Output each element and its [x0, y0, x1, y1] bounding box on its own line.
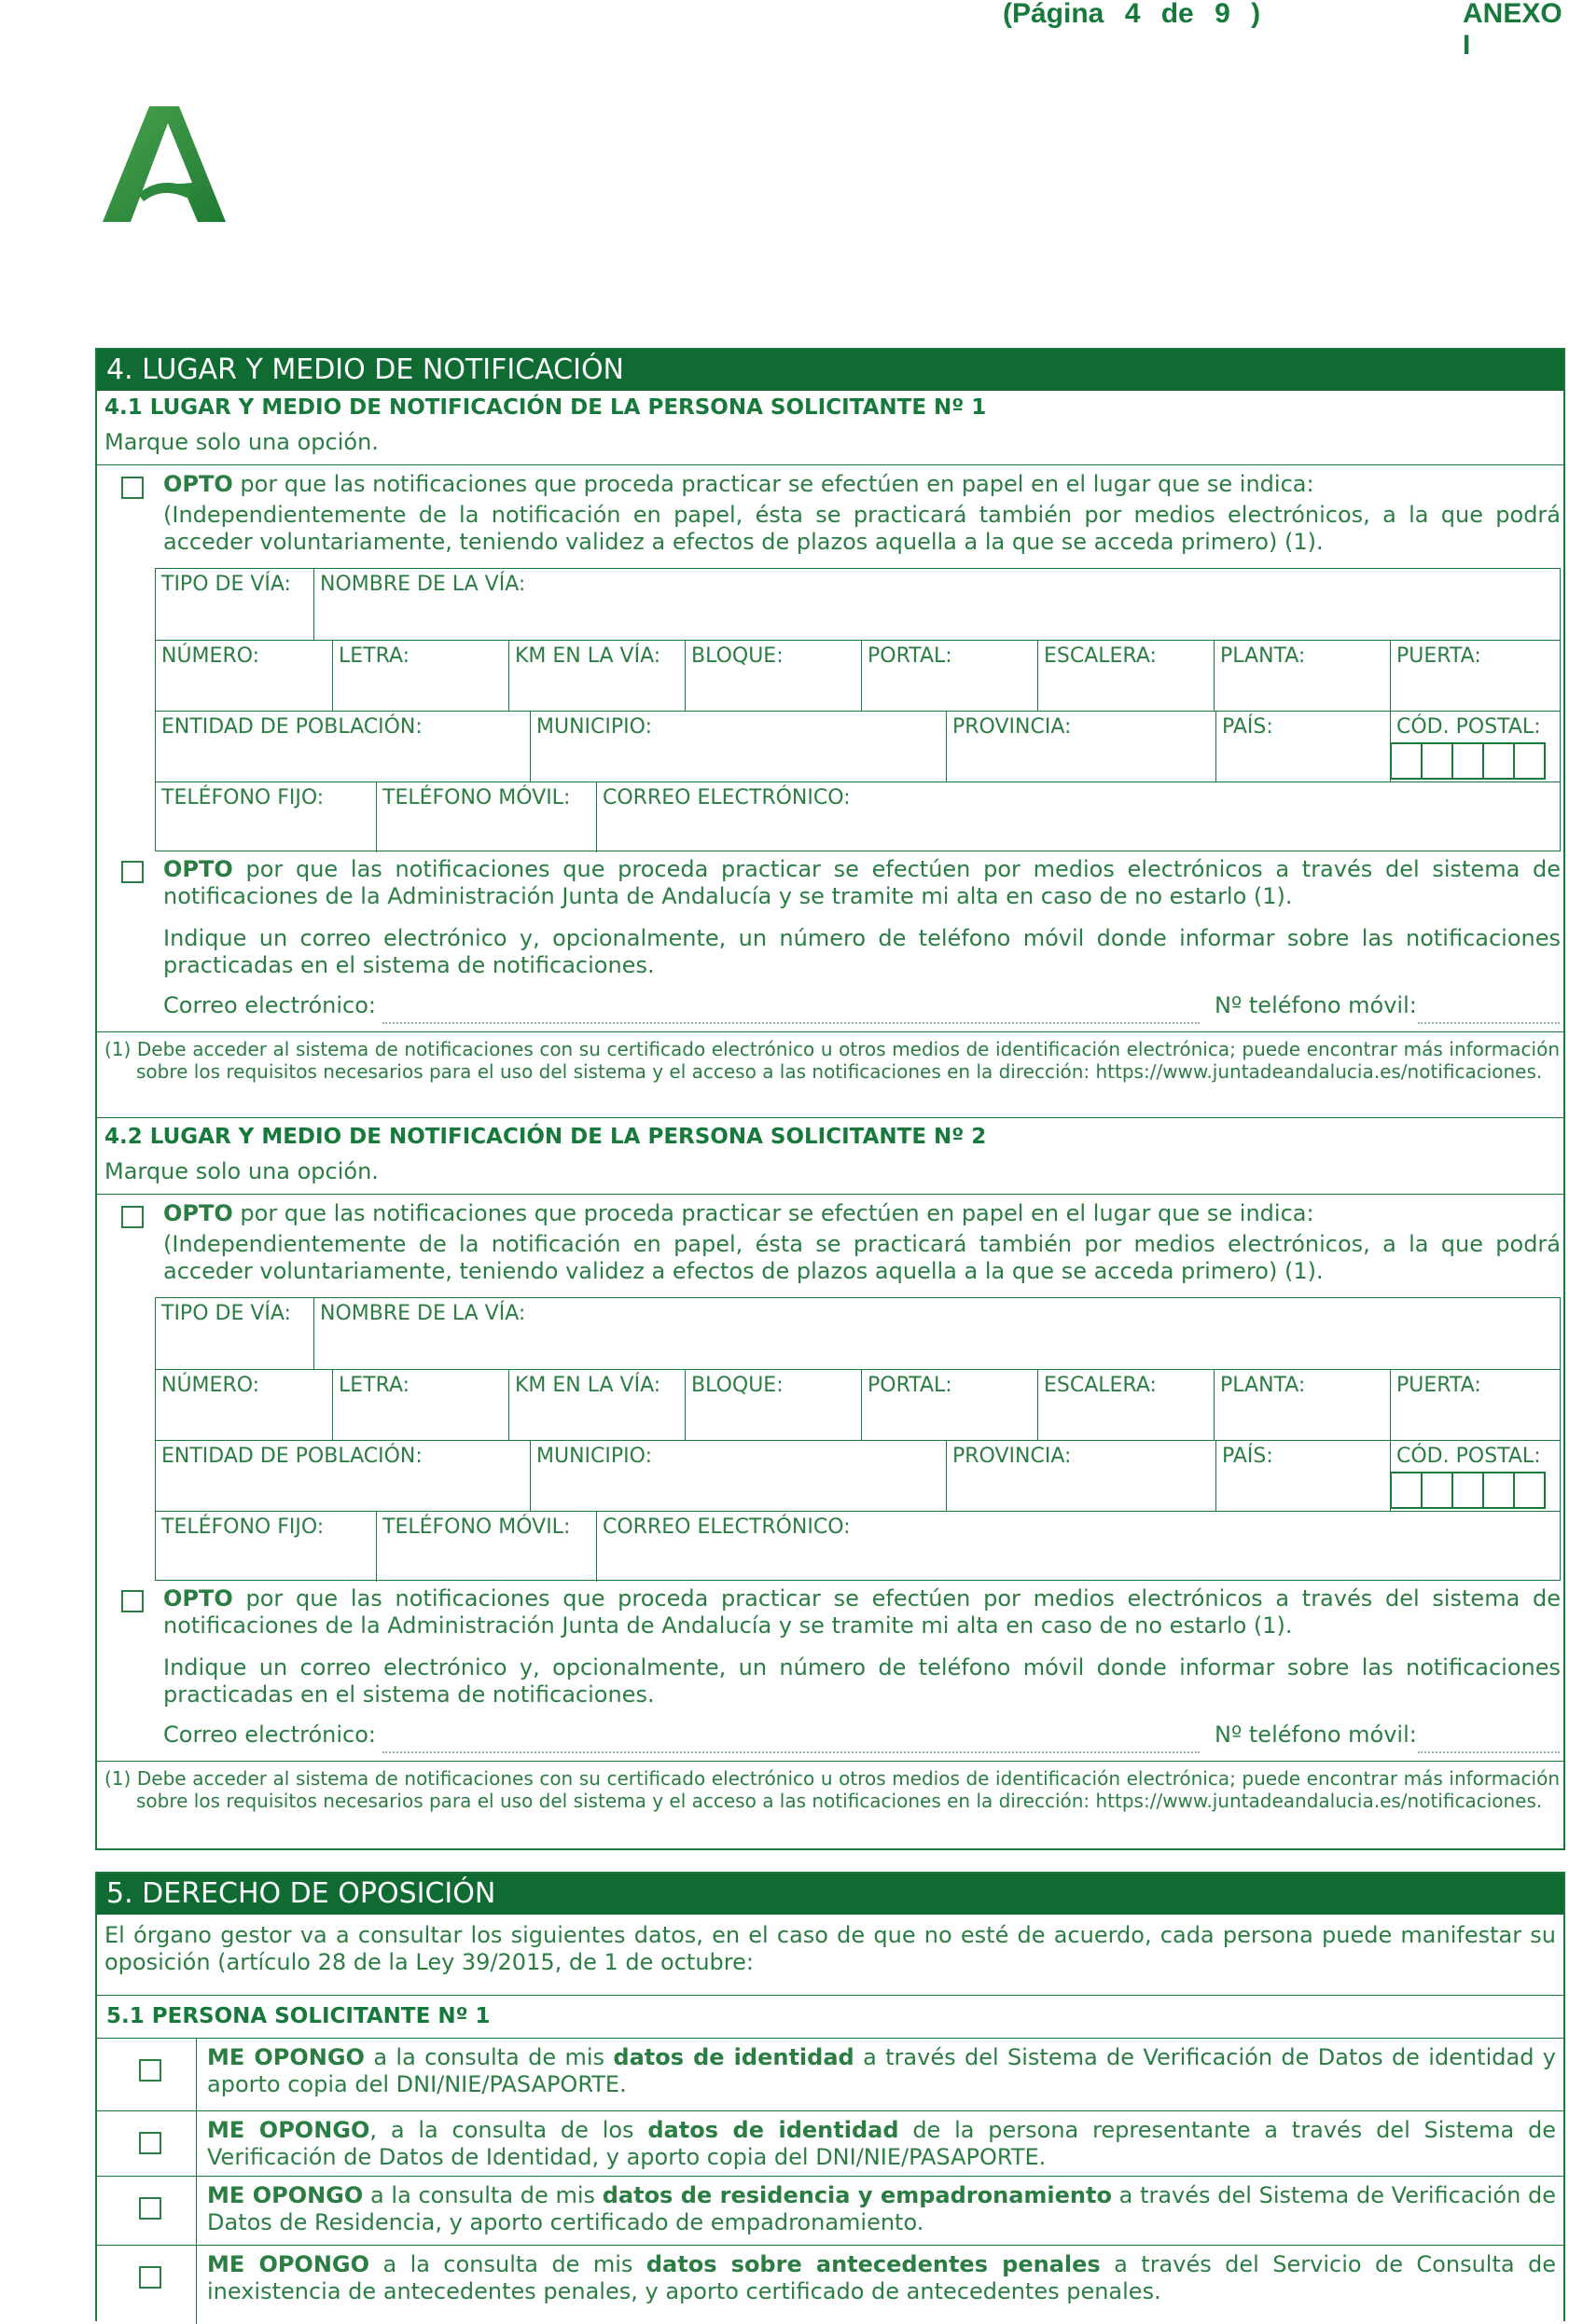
anexo-label: ANEXO I — [1463, 0, 1562, 61]
correo-input[interactable] — [382, 1751, 1200, 1753]
field-provincia[interactable]: PROVINCIA: — [946, 1441, 1215, 1511]
opposition-row — [97, 2038, 1563, 2111]
opposition-row — [97, 2245, 1563, 2324]
field-planta[interactable]: PLANTA: — [1214, 1370, 1390, 1440]
field-provincia[interactable]: PROVINCIA: — [946, 712, 1215, 782]
block-instruction: Marque solo una opción. — [104, 1158, 379, 1184]
cod-postal-label: CÓD. POSTAL: — [1396, 1445, 1541, 1468]
field-tel-fijo[interactable]: TELÉFONO FIJO: — [161, 1515, 325, 1539]
cod-postal-label: CÓD. POSTAL: — [1396, 715, 1541, 739]
paper-option-checkbox[interactable] — [121, 1206, 144, 1228]
field-escalera[interactable]: ESCALERA: — [1037, 641, 1214, 711]
section-5-intro: El órgano gestor va a consultar los siguientes datos, en el caso de que no esté de acuerdo, cada persona puede manifestar su oposición (artículo 28 de la Ley 39/2015, de 1 de octubre: — [104, 1922, 1556, 1975]
opposition-row — [97, 2110, 1563, 2177]
field-bloque[interactable]: BLOQUE: — [685, 1370, 861, 1440]
correo-input[interactable] — [382, 1022, 1200, 1024]
section-5-title: 5. DERECHO DE OPOSICIÓN — [97, 1874, 1563, 1915]
footnote: (1) Debe acceder al sistema de notificaciones con su certificado electrónico u otros medios de identificación electrónica; puede encontrar más información sobre los requisitos necesarios para el uso del sistema y el acceso a las notificaciones en la dirección: https://www.juntadeandalucia.es/notificaciones. — [104, 1767, 1560, 1812]
paper-option-text: OPTO por que las notificaciones que proceda practicar se efectúen en papel en el lugar que se indica: — [163, 1200, 1314, 1226]
postal-code-boxes[interactable] — [1392, 742, 1546, 782]
field-tel-movil[interactable]: TELÉFONO MÓVIL: — [376, 1512, 596, 1582]
field-bloque[interactable]: BLOQUE: — [685, 641, 861, 711]
footnote: (1) Debe acceder al sistema de notificaciones con su certificado electrónico u otros medios de identificación electrónica; puede encontrar más información sobre los requisitos necesarios para el uso del sistema y el acceso a las notificaciones en la dirección: https://www.juntadeandalucia.es/notificaciones. — [104, 1038, 1560, 1083]
field-correo[interactable]: CORREO ELECTRÓNICO: — [596, 782, 1560, 852]
field-entidad[interactable]: ENTIDAD DE POBLACIÓN: — [161, 715, 423, 739]
block-instruction: Marque solo una opción. — [104, 429, 379, 455]
field-cod-postal[interactable] — [1390, 712, 1560, 782]
section-4-title: 4. LUGAR Y MEDIO DE NOTIFICACIÓN — [97, 350, 1563, 391]
field-puerta[interactable]: PUERTA: — [1390, 1370, 1560, 1440]
field-correo[interactable]: CORREO ELECTRÓNICO: — [596, 1512, 1560, 1582]
opposition-text: ME OPONGO a la consulta de mis datos sobre antecedentes penales a través del Servicio de Consulta de inexistencia de antecedentes penales, y aporto certificado de antecedentes penales. — [207, 2251, 1557, 2304]
electronic-option-checkbox[interactable] — [121, 861, 144, 883]
paper-option-checkbox[interactable] — [121, 477, 144, 499]
field-pais[interactable]: PAÍS: — [1215, 712, 1390, 782]
postal-code-boxes[interactable] — [1392, 1472, 1546, 1511]
close-paren: ) — [1251, 0, 1261, 29]
page-number: 4 — [1124, 0, 1141, 29]
opposition-row — [97, 2176, 1563, 2246]
block-subtitle: 4.2 LUGAR Y MEDIO DE NOTIFICACIÓN DE LA PERSONA SOLICITANTE Nº 2 — [104, 1125, 987, 1149]
field-letra[interactable]: LETRA: — [332, 641, 508, 711]
field-tel-movil[interactable]: TELÉFONO MÓVIL: — [376, 782, 596, 852]
section-5 — [95, 1872, 1565, 2321]
movil-input[interactable] — [1418, 1022, 1560, 1024]
pagina-label: (Página — [1003, 0, 1104, 29]
field-municipio[interactable]: MUNICIPIO: — [530, 1441, 946, 1511]
field-nombre-via[interactable]: NOMBRE DE LA VÍA: — [313, 569, 1560, 640]
correo-label: Correo electrónico: — [163, 1722, 376, 1748]
field-numero[interactable]: NÚMERO: — [161, 644, 260, 668]
paper-option-text: OPTO por que las notificaciones que proceda practicar se efectúen en papel en el lugar que se indica: — [163, 471, 1314, 497]
movil-label: Nº teléfono móvil: — [1215, 992, 1417, 1018]
oppose-checkbox[interactable] — [139, 2197, 161, 2220]
field-km[interactable]: KM EN LA VÍA: — [508, 1370, 685, 1440]
de-label: de — [1160, 0, 1194, 29]
field-municipio[interactable]: MUNICIPIO: — [530, 712, 946, 782]
field-escalera[interactable]: ESCALERA: — [1037, 1370, 1214, 1440]
field-puerta[interactable]: PUERTA: — [1390, 641, 1560, 711]
electronic-option-text: OPTO por que las notificaciones que proceda practicar se efectúen por medios electrónicos a través del sistema de notificaciones de la Administración Junta de Andalucía y se tramite mi alta en caso de no estarlo (1). — [163, 1585, 1561, 1639]
movil-label: Nº teléfono móvil: — [1215, 1722, 1417, 1748]
field-portal[interactable]: PORTAL: — [861, 641, 1037, 711]
field-cod-postal[interactable] — [1390, 1441, 1560, 1511]
field-km[interactable]: KM EN LA VÍA: — [508, 641, 685, 711]
field-numero[interactable]: NÚMERO: — [161, 1374, 260, 1397]
correo-label: Correo electrónico: — [163, 992, 376, 1018]
field-nombre-via[interactable]: NOMBRE DE LA VÍA: — [313, 1298, 1560, 1369]
opposition-text: ME OPONGO a la consulta de mis datos de residencia y empadronamiento a través del Sistema de Verificación de Datos de Residencia, y aporto certificado de empadronamiento. — [207, 2182, 1556, 2235]
address-grid — [155, 568, 1561, 851]
section-5-1-subtitle: 5.1 PERSONA SOLICITANTE Nº 1 — [106, 2004, 491, 2028]
field-tipo-via[interactable]: TIPO DE VÍA: — [161, 573, 291, 596]
address-grid — [155, 1297, 1561, 1581]
oppose-checkbox[interactable] — [139, 2266, 161, 2289]
paper-option-note: (Independientemente de la notificación en papel, ésta se practicará también por medios electrónicos, a la que podrá acceder voluntariamente, teniendo validez a efectos de plazos aquella a la que se acceda primero) (1). — [163, 502, 1561, 555]
electronic-option-checkbox[interactable] — [121, 1590, 144, 1612]
indique-text: Indique un correo electrónico y, opcionalmente, un número de teléfono móvil donde informar sobre las notificaciones practicadas en el sistema de notificaciones. — [163, 1654, 1561, 1708]
page-indicator — [1003, 0, 1260, 30]
field-portal[interactable]: PORTAL: — [861, 1370, 1037, 1440]
movil-input[interactable] — [1418, 1751, 1560, 1753]
oppose-checkbox[interactable] — [139, 2132, 161, 2154]
block-subtitle: 4.1 LUGAR Y MEDIO DE NOTIFICACIÓN DE LA PERSONA SOLICITANTE Nº 1 — [104, 395, 987, 420]
field-planta[interactable]: PLANTA: — [1214, 641, 1390, 711]
field-entidad[interactable]: ENTIDAD DE POBLACIÓN: — [161, 1445, 423, 1468]
electronic-option-text: OPTO por que las notificaciones que proceda practicar se efectúen por medios electrónicos a través del sistema de notificaciones de la Administración Junta de Andalucía y se tramite mi alta en caso de no estarlo (1). — [163, 856, 1561, 909]
field-letra[interactable]: LETRA: — [332, 1370, 508, 1440]
junta-andalucia-logo-icon — [101, 104, 228, 226]
indique-text: Indique un correo electrónico y, opcionalmente, un número de teléfono móvil donde informar sobre las notificaciones practicadas en el sistema de notificaciones. — [163, 925, 1561, 978]
field-tipo-via[interactable]: TIPO DE VÍA: — [161, 1302, 291, 1325]
field-pais[interactable]: PAÍS: — [1215, 1441, 1390, 1511]
paper-option-note: (Independientemente de la notificación en papel, ésta se practicará también por medios electrónicos, a la que podrá acceder voluntariamente, teniendo validez a efectos de plazos aquella a la que se acceda primero) (1). — [163, 1231, 1561, 1284]
oppose-checkbox[interactable] — [139, 2059, 161, 2082]
page-total: 9 — [1215, 0, 1230, 29]
field-tel-fijo[interactable]: TELÉFONO FIJO: — [161, 786, 325, 809]
opposition-text: ME OPONGO a la consulta de mis datos de identidad a través del Sistema de Verificación de Datos de identidad y aporto copia del DNI/NIE/PASAPORTE. — [207, 2044, 1557, 2097]
opposition-text: ME OPONGO, a la consulta de los datos de identidad de la persona representante a través del Sistema de Verificación de Datos de Identidad, y aporto copia del DNI/NIE/PASAPORTE. — [207, 2117, 1556, 2170]
